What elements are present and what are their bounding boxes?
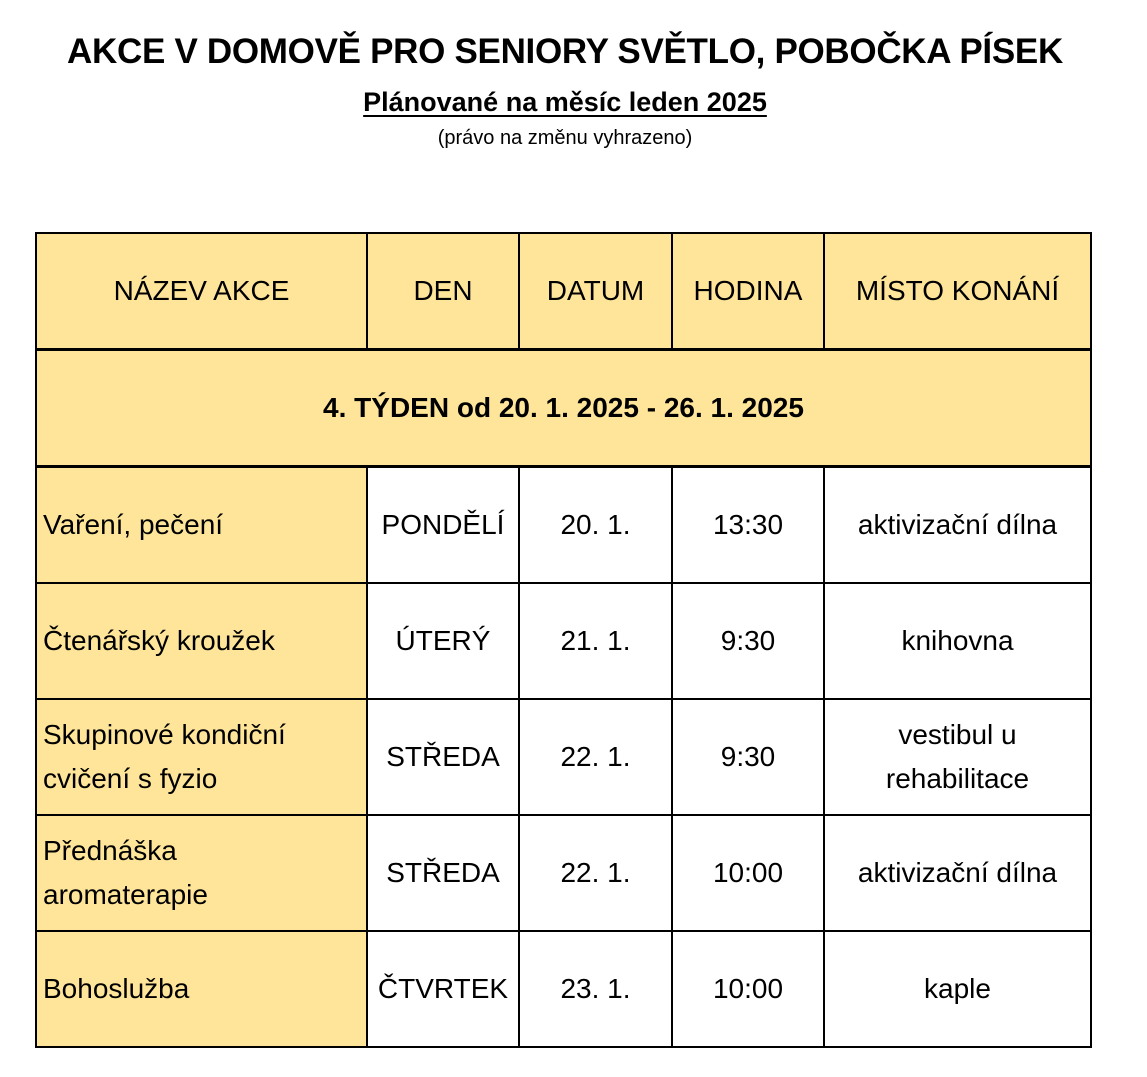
event-name-line: Skupinové kondiční xyxy=(43,719,286,750)
place-cell xyxy=(824,931,1091,1047)
time-cell: 13:30 xyxy=(672,467,824,584)
header-place: MÍSTO KONÁNÍ xyxy=(824,233,1091,350)
day-cell: ČTVRTEK xyxy=(367,931,519,1047)
header-row xyxy=(36,233,1091,350)
day-cell: PONDĚLÍ xyxy=(367,467,519,584)
place-line: knihovna xyxy=(901,625,1014,656)
header-date: DATUM xyxy=(519,233,672,350)
page-subtitle xyxy=(0,84,1130,120)
disclaimer-note: (právo na změnu vyhrazeno) xyxy=(437,127,693,149)
place-cell xyxy=(824,583,1091,699)
day-cell: ÚTERÝ xyxy=(367,583,519,699)
place-line: aktivizační dílna xyxy=(857,857,1058,888)
time-cell: 10:00 xyxy=(672,815,824,931)
event-name-line: aromaterapie xyxy=(43,879,208,910)
header-event-name: NÁZEV AKCE xyxy=(36,233,367,350)
week-label: 4. TÝDEN od 20. 1. 2025 - 26. 1. 2025 xyxy=(36,350,1091,467)
table-row xyxy=(36,583,1091,699)
subtitle-text: Plánované na měsíc leden 2025 xyxy=(363,87,767,117)
time-cell: 9:30 xyxy=(672,583,824,699)
date-cell: 22. 1. xyxy=(519,699,672,815)
place-line: rehabilitace xyxy=(885,763,1030,794)
day-cell: STŘEDA xyxy=(367,815,519,931)
place-line: kaple xyxy=(924,973,991,1004)
date-cell: 20. 1. xyxy=(519,467,672,584)
place-cell xyxy=(824,699,1091,815)
event-name-line: Vaření, pečení xyxy=(43,509,224,540)
event-name-cell xyxy=(36,931,367,1047)
place-line: aktivizační dílna xyxy=(857,509,1058,540)
event-name-cell xyxy=(36,699,367,815)
time-cell: 9:30 xyxy=(672,699,824,815)
place-cell xyxy=(824,467,1091,584)
event-name-line: Čtenářský kroužek xyxy=(43,625,275,656)
header-day: DEN xyxy=(367,233,519,350)
event-name-cell xyxy=(36,583,367,699)
event-name-line: cvičení s fyzio xyxy=(43,763,218,794)
day-cell: STŘEDA xyxy=(367,699,519,815)
schedule-table xyxy=(35,232,1092,1048)
table-row xyxy=(36,699,1091,815)
date-cell: 22. 1. xyxy=(519,815,672,931)
week-row xyxy=(36,350,1091,467)
page-title: AKCE V DOMOVĚ PRO SENIORY SVĚTLO, POBOČKA PÍSEK xyxy=(67,32,1063,71)
header-time: HODINA xyxy=(672,233,824,350)
table-row xyxy=(36,467,1091,584)
table-row xyxy=(36,931,1091,1047)
event-name-line: Přednáška xyxy=(43,835,177,866)
table-row xyxy=(36,815,1091,931)
event-name-cell xyxy=(36,815,367,931)
place-line: vestibul u xyxy=(898,719,1017,750)
event-name-cell xyxy=(36,467,367,584)
event-name-line: Bohoslužba xyxy=(43,973,190,1004)
time-cell: 10:00 xyxy=(672,931,824,1047)
date-cell: 21. 1. xyxy=(519,583,672,699)
date-cell: 23. 1. xyxy=(519,931,672,1047)
place-cell xyxy=(824,815,1091,931)
